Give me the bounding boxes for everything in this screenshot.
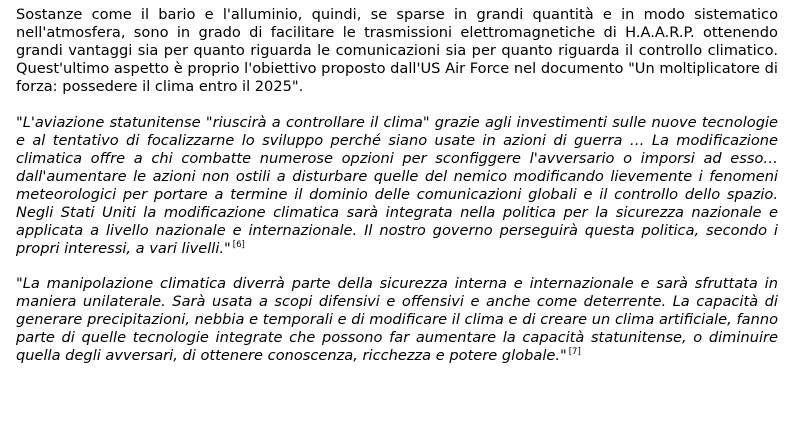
footnote-reference-7[interactable]: [7] [568,347,581,357]
quote-1-text-a: "L'aviazione statunitense "riuscirà a controllare il clima" grazie agli investimenti sulle nuove tecnologie e al tentativo di focalizzarne lo sviluppo perché siano usate in azioni di guerra … La modificazione climatica offre a chi combatte numerose opzioni per sconfiggere l'avversario o imporsi ad esso… dall'aumentare le azioni non ostili a disturbare quelle del nemico modificando lievemente i fenomeni meteorologici per portare a termine il dominio delle comunicazioni globali e il controllo dello spazio. [16,114,778,203]
quote-1-text-b: Negli Stati Uniti la modificazione climatica sarà integrata nella politica per la sicurezza nazionale e applicata a livello nazionale e internazionale. Il nostro governo perseguirà questa politica, secondo i propri interessi, a vari livelli." [16,204,778,257]
quote-paragraph-2 [16,275,778,365]
footnote-reference-6[interactable]: [6] [232,240,245,250]
quote-2-text-b: La capacità di generare precipitazioni, nebbia e temporali e di modificare il clima e di creare un clima artificiale, fanno parte di quelle tecnologie integrate che possono far aumentare la capacità statunitense, o diminuire quella degli avversari, di ottenere conoscenza, ricchezza e potere globale." [16,293,778,364]
quote-2-text-a: "La manipolazione climatica diverrà parte della sicurezza interna e internazionale e sarà sfruttata in maniera unilaterale. Sarà usata a scopi difensivi e offensivi e anche come deterrente. [16,275,778,310]
quote-paragraph-1 [16,114,778,258]
document-body [16,6,778,382]
intro-paragraph: Sostanze come il bario e l'alluminio, quindi, se sparse in grandi quantità e in modo sistematico nell'atmosfera, sono in grado di facilitare le trasmissioni elettromagnetiche di H.A.A.R.P. ottenendo grandi vantaggi sia per quanto riguarda le comunicazioni sia per quanto riguarda il controllo climatico. Quest'ultimo aspetto è proprio l'obiettivo proposto dall'US Air Force nel documento "Un moltiplicatore di forza: possedere il clima entro il 2025". [16,6,778,95]
